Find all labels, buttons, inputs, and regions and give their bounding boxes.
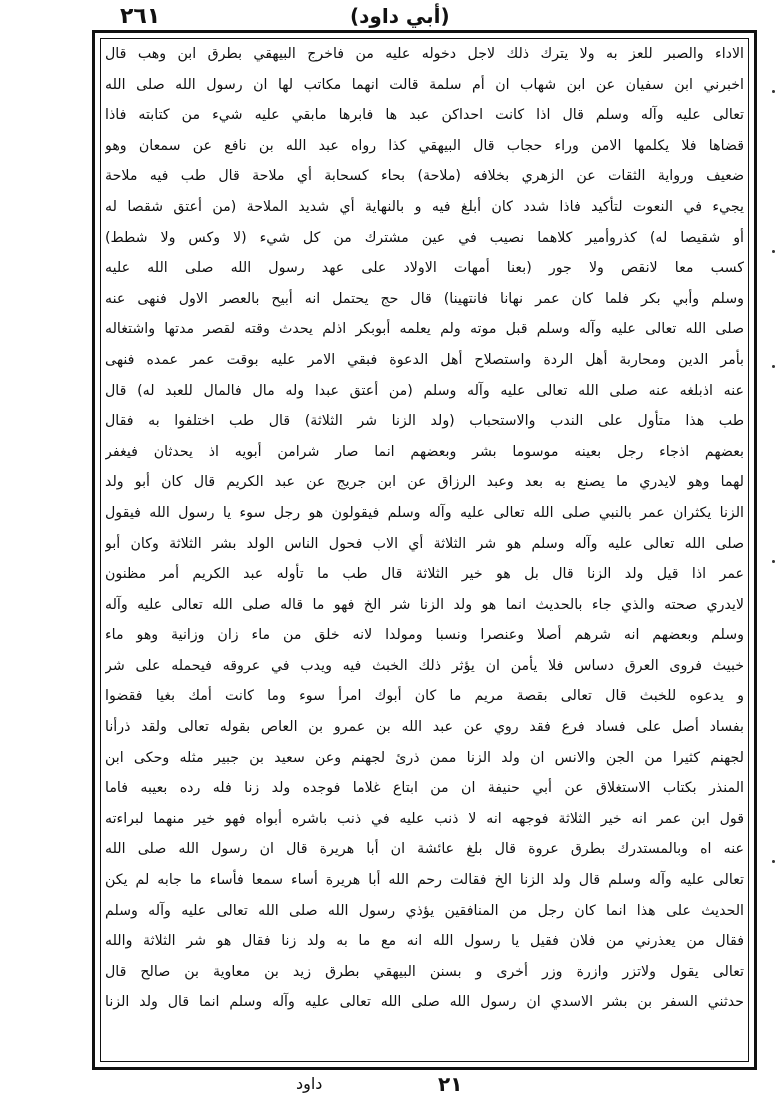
text-line: أو شقيصا له) كذروأمير كلاهما نصيب في عين مشترك من كل شيء (لا وكس ولا شطط) xyxy=(105,229,744,246)
margin-mark xyxy=(772,860,775,863)
page-header xyxy=(0,4,784,32)
text-line: وسلم وبعضهم انه شرهم أصلا وعنصرا ونسبا ومولدا لانه خلق من ماء زان وزانية وهو ماء xyxy=(105,627,744,644)
text-line: يجيء في النعوت لتأكيد فاذا شدد كان أبلغ فيه و بالنهاية أي شديد الملاحة (من أعتق شقصا له xyxy=(105,198,744,215)
margin-mark xyxy=(772,560,775,563)
text-line: طب هذا متأول على الندب والاستحباب (ولد الزنا شر الثلاثة) قال طب اختلفوا به فقال xyxy=(105,413,744,430)
text-line: صلى الله تعالى عليه وآله وسلم هو شر الثلاثة أي الاب فحول الناس الولد بشر الثلاثة وكان أبو xyxy=(105,535,744,552)
text-line: الحديث على هذا انما كان رجل من المنافقين يؤذي رسول الله صلى الله تعالى عليه وآله وسلم xyxy=(105,902,744,919)
page-number-bottom: ٢١ xyxy=(438,1072,463,1096)
text-line: عنه اه وبالمستدرك بطرق عروة قال بلغ عائشة ان أبا هريرة قال ان رسول الله صلى الله xyxy=(105,841,744,858)
text-line: تعالى يقول ولاتزر وازرة وزر أخرى و بسنن البيهقي بطرق زيد بن معاوية بن صالح قال xyxy=(105,963,744,980)
page-footer xyxy=(0,1072,784,1102)
page-number-top: ٢٦١ xyxy=(120,4,161,29)
text-line: صلى الله تعالى عليه وآله وسلم قبل موته ولم يعلمه أبوبكر اذلم يحدث وقته لقصر مدتها واشتغاله xyxy=(105,321,744,338)
text-line: بأمر الدين ومحاربة أهل الردة واستصلاح أهل الدعوة فبقي الامر عليه بوقت عمر عمده فنهى xyxy=(105,351,744,368)
text-line: لهما وهو لايدري ما يصنع به بعد وعبد الرزاق عن ابن جريج عن عبد الكريم قال كان أبو ولد xyxy=(105,474,744,491)
text-line: وسلم وأبي بكر فلما كان عمر نهانا فانتهينا) قال حج يحتمل انه أبيح بالعصر الاول فنهى عنه xyxy=(105,290,744,307)
text-line: خبيث فروى العرق دساس فلا يأمن ان يؤثر ذلك الخبث فيه ويدب في عروقه فيحمله على شر xyxy=(105,657,744,674)
text-line: عمر اذا قيل ولد الزنا قال بل هو خير الثلاثة قال طب ما تأوله عبد الكريم أمر مظنون xyxy=(105,566,744,583)
text-line: المنذر بكتاب الاستغلاق عن أبي حنيفة ان من ابتاع غلاما فوجده ولد زنا فله رده بعيبه فاما xyxy=(105,780,744,797)
text-line: قضاها فلا يكلمها الامن وراء حجاب قال البيهقي كذا رواه عبد الله بن نافع عن سمعان وهو xyxy=(105,137,744,154)
text-line: اخبرني ابن سفيان عن ابن شهاب ان أم سلمة قالت انهما مكاتب لها ان رسول الله صلى الله xyxy=(105,76,744,93)
text-line: الاداء والصبر للعز به ولا يترك ذلك لاجل دخوله عليه من فاخرج البيهقي بطرق ابن وهب قال xyxy=(105,46,744,62)
commentary-text xyxy=(105,39,744,1061)
text-line: قول ابن عمر انه خير الثلاثة فوجهه انه لا ذنب عليه في ذنب باشره أبواه فهو خير منهما لبراءته xyxy=(105,810,744,827)
footer-book-label: داود xyxy=(296,1074,323,1093)
text-line: تعالى عليه وآله وسلم قال ولد الزنا الخ فقالت رحم الله أبا هريرة أساء سمعا فأساء ما جابه لم يكن xyxy=(105,872,744,889)
margin-mark xyxy=(772,90,775,93)
text-line: لايدري صحته والذي جاء بالحديث انما هو ولد الزنا شر الخ فهو ما قاله صلى الله تعالى عليه وآله xyxy=(105,596,744,613)
text-line: بعضهم اذجاء رجل بعينه موسوما بشر وبعضهم انما صار شرامن أبويه اذ يحدثان فيغفر xyxy=(105,443,744,460)
margin-mark xyxy=(772,365,775,368)
text-line: فقال من يعذرني من فلان فقيل يا رسول الله انه مع ما به ولد زنا فقال هو شر الثلاثة والله xyxy=(105,933,744,950)
text-line: عنه اذبلغه عنه صلى الله تعالى عليه وآله وسلم (من أعتق عبدا وله مال فالمال للعبد له) قال xyxy=(105,382,744,399)
text-line: كسب معا لانقص ولا جور (بعنا أمهات الاولاد على عهد رسول الله صلى الله عليه xyxy=(105,260,744,277)
text-line: حدثني السفر بن بشر الاسدي ان رسول الله صلى الله تعالى عليه وآله وسلم انما قال ولد الزنا xyxy=(105,994,744,1011)
running-title: (أبي داود) xyxy=(350,4,450,28)
text-line: و يدعوه للخبث قال تعالى بقصة مريم ما كان أبوك امرأ سوء وما كانت أمك بغيا فقضوا xyxy=(105,688,744,705)
text-line: تعالى عليه وآله وسلم قال اذا كانت احداكن عبد ها فابرها مابقي عليه شيء من كتابته فاذا xyxy=(105,107,744,124)
page-frame xyxy=(92,30,757,1070)
text-line: لجهنم كثيرا من الجن والانس ان ولد الزنا ممن ذرئ لجهنم وعن سعيد بن جبير مثله وحكى ابن xyxy=(105,749,744,766)
text-line: ضعيف ورواية الثقات عن الزهري بخلافه (ملاحة) بحاء كسحابة أي ملاحة قال طب فيه ملاحة xyxy=(105,168,744,185)
margin-mark xyxy=(772,250,775,253)
text-line: بفساد أصل على فساد فرع فقد روي عن عبد الله بن عمرو بن العاص بقوله تعالى ولقد ذرأنا xyxy=(105,719,744,736)
text-line: الزنا يكثران عمر بالنبي صلى الله تعالى عليه وآله وسلم فيقولون هو رجل سوء يا رسول الله فيقول xyxy=(105,504,744,521)
